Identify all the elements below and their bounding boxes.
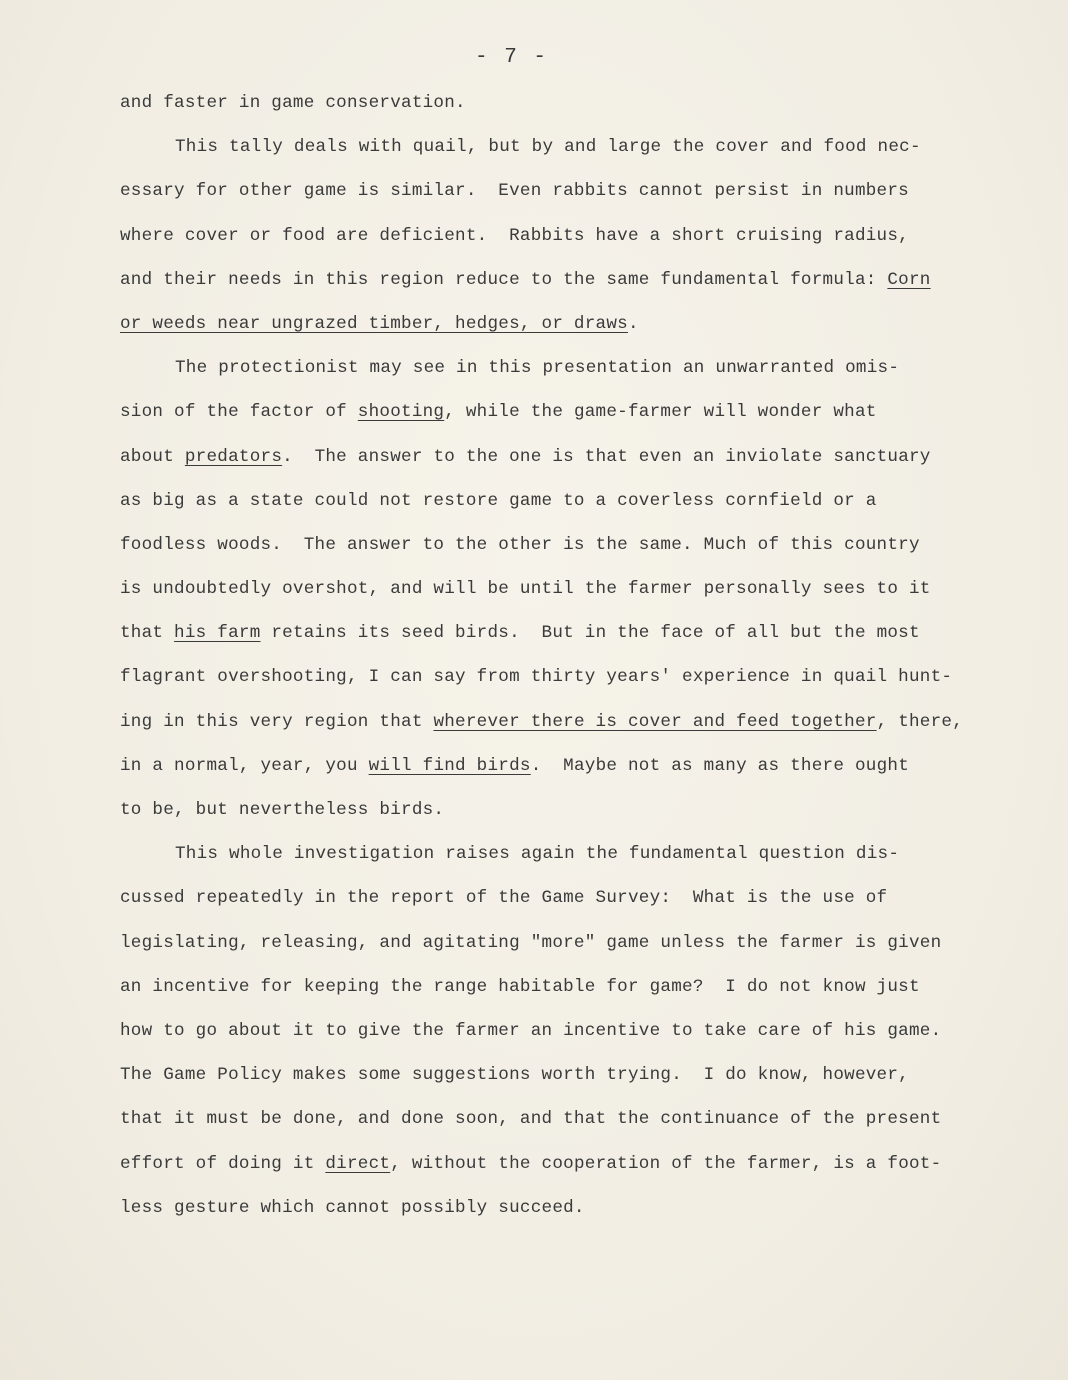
text-line: to be, but nevertheless birds. <box>120 800 445 820</box>
underlined-text: wherever there is cover and feed together <box>433 711 877 732</box>
underlined-text: predators <box>184 446 283 467</box>
text-line: that his farm retains its seed birds. But in the face of all but the most <box>120 623 920 644</box>
paragraph-start-line: This whole investigation raises again the fundamental question dis- <box>175 844 900 865</box>
text-line: and faster in game conservation. <box>120 93 466 113</box>
text-line: The Game Policy makes some suggestions worth trying. I do know, however, <box>120 1065 909 1086</box>
text-line: that it must be done, and done soon, and that the continuance of the present <box>120 1109 942 1130</box>
text-line: or weeds near ungrazed timber, hedges, or draws. <box>120 313 639 334</box>
underlined-text: or weeds near ungrazed timber, hedges, or draws <box>120 313 628 334</box>
text-line: in a normal, year, you will find birds. Maybe not as many as there ought <box>120 755 909 776</box>
paragraph-start-line: This tally deals with quail, but by and large the cover and food nec- <box>175 137 921 158</box>
underlined-text: will find birds <box>368 755 531 776</box>
text-line: legislating, releasing, and agitating "more" game unless the farmer is given <box>120 932 942 953</box>
text-line: ing in this very region that wherever there is cover and feed together, there, <box>120 711 964 732</box>
page-number: - 7 - <box>474 46 548 69</box>
text-line: sion of the factor of shooting, while the game-farmer will wonder what <box>120 402 877 423</box>
text-line: less gesture which cannot possibly succeed. <box>120 1197 585 1218</box>
text-line: and their needs in this region reduce to the same fundamental formula: Corn <box>120 269 931 290</box>
underlined-text: Corn <box>887 269 931 290</box>
text-line: an incentive for keeping the range habitable for game? I do not know just <box>120 976 920 997</box>
underlined-text: direct <box>325 1153 391 1174</box>
text-line: cussed repeatedly in the report of the Game Survey: What is the use of <box>120 888 888 909</box>
text-line: flagrant overshooting, I can say from thirty years' experience in quail hunt- <box>120 667 953 688</box>
underlined-text: shooting <box>357 402 445 423</box>
text-line: effort of doing it direct, without the cooperation of the farmer, is a foot- <box>120 1153 942 1174</box>
text-line: is undoubtedly overshot, and will be until the farmer personally sees to it <box>120 579 931 600</box>
text-line: as big as a state could not restore game to a coverless cornfield or a <box>120 490 877 511</box>
text-line: how to go about it to give the farmer an incentive to take care of his game. <box>120 1020 942 1041</box>
underlined-text: his farm <box>174 623 261 644</box>
text-line: where cover or food are deficient. Rabbits have a short cruising radius, <box>120 225 909 246</box>
text-line: about predators. The answer to the one is that even an inviolate sanctuary <box>120 446 931 467</box>
body-text <box>120 88 1020 1237</box>
text-line: essary for other game is similar. Even rabbits cannot persist in numbers <box>120 181 909 202</box>
paragraph-start-line: The protectionist may see in this presentation an unwarranted omis- <box>175 358 900 379</box>
text-line: foodless woods. The answer to the other is the same. Much of this country <box>120 534 920 555</box>
